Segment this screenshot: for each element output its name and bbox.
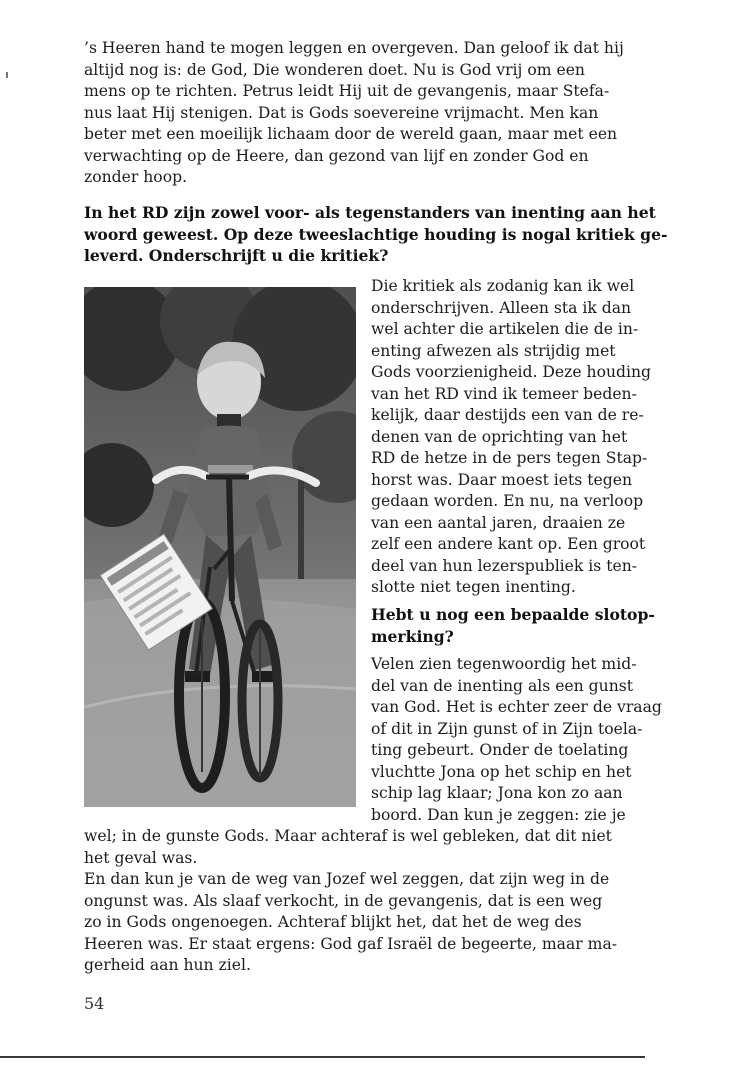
intro-line: zonder hoop. bbox=[84, 168, 188, 186]
answer-line: deel van hun lezerspubliek is ten- bbox=[371, 556, 638, 575]
closing-line: zo in Gods ongenoegen. Achteraf blijkt het, dat het de weg des bbox=[84, 913, 582, 931]
intro-line: nus laat Hij stenigen. Dat is Gods soevereine vrijmacht. Men kan bbox=[84, 103, 599, 122]
answer-line: van God. Het is echter zeer de vraag bbox=[371, 698, 662, 716]
page-number: 54 bbox=[84, 994, 105, 1013]
answer-line: boord. Dan kun je zeggen: zie je bbox=[371, 805, 626, 824]
answer-line: Die kritiek als zodanig kan ik wel bbox=[371, 277, 635, 295]
answer-line: kelijk, daar destijds een van de re- bbox=[371, 406, 644, 424]
answer-line: van een aantal jaren, draaien ze bbox=[371, 513, 626, 532]
answer-line: ting gebeurt. Onder de toelating bbox=[371, 741, 629, 759]
answer-line: van het RD vind ik temeer beden- bbox=[371, 384, 637, 403]
answer-line: onderschrijven. Alleen sta ik dan bbox=[371, 298, 632, 317]
question-line: woord geweest. Op deze tweeslachtige houding is nogal kritiek ge- bbox=[84, 224, 668, 244]
intro-line: altijd nog is: de God, Die wonderen doet. Nu is God vrij om een bbox=[84, 60, 585, 79]
answer-line: of dit in Zijn gunst of in Zijn toela- bbox=[371, 719, 643, 738]
question-line: leverd. Onderschrijft u die kritiek? bbox=[84, 246, 389, 265]
intro-line: verwachting op de Heere, dan gezond van lijf en zonder God en bbox=[84, 146, 589, 165]
closing-line: Heeren was. Er staat ergens: God gaf Israël de begeerte, maar ma- bbox=[84, 934, 618, 953]
closing-line: het geval was. bbox=[84, 848, 198, 867]
answer-line: gedaan worden. En nu, na verloop bbox=[371, 492, 644, 510]
intro-line: beter met een moeilijk lichaam door de wereld gaan, maar met een bbox=[84, 125, 618, 143]
answer-line: horst was. Daar moest iets tegen bbox=[371, 470, 632, 489]
answer-line: denen van de oprichting van het bbox=[371, 427, 628, 446]
answer-line: schip lag klaar; Jona kon zo aan bbox=[371, 784, 623, 802]
closing-line: wel; in de gunste Gods. Maar achteraf is wel gebleken, dat dit niet bbox=[84, 827, 612, 845]
answer-line: RD de hetze in de pers tegen Stap- bbox=[371, 449, 648, 467]
closing-line: gerheid aan hun ziel. bbox=[84, 956, 251, 974]
intro-line: mens op te richten. Petrus leidt Hij uit de gevangenis, maar Stefa- bbox=[84, 82, 610, 100]
boy-on-bicycle-photo bbox=[84, 287, 356, 807]
question-line: Hebt u nog een bepaalde slotop- bbox=[371, 605, 655, 624]
page-margin-mark bbox=[6, 72, 8, 78]
answer-line: enting afwezen als strijdig met bbox=[371, 341, 616, 360]
answer-line: Velen zien tegenwoordig het mid- bbox=[371, 655, 637, 673]
answer-line: vluchtte Jona op het schip en het bbox=[371, 762, 632, 781]
closing-line: ongunst was. Als slaaf verkocht, in de gevangenis, dat is een weg bbox=[84, 891, 603, 910]
question-line: merking? bbox=[371, 626, 454, 646]
answer-line: Gods voorzienigheid. Deze houding bbox=[371, 363, 652, 381]
question-line: In het RD zijn zowel voor- als tegenstanders van inenting aan het bbox=[84, 203, 656, 222]
answer-line: wel achter die artikelen die de in- bbox=[371, 320, 639, 338]
footer-rule bbox=[0, 1056, 645, 1058]
answer-line: del van de inenting als een gunst bbox=[371, 676, 634, 695]
photo-illustration bbox=[84, 287, 356, 807]
answer-line: zelf een andere kant op. Een groot bbox=[371, 535, 646, 553]
answer-line: slotte niet tegen inenting. bbox=[371, 578, 576, 596]
intro-line: ’s Heeren hand te mogen leggen en overgeven. Dan geloof ik dat hij bbox=[84, 39, 624, 57]
closing-line: En dan kun je van de weg van Jozef wel zeggen, dat zijn weg in de bbox=[84, 870, 610, 888]
